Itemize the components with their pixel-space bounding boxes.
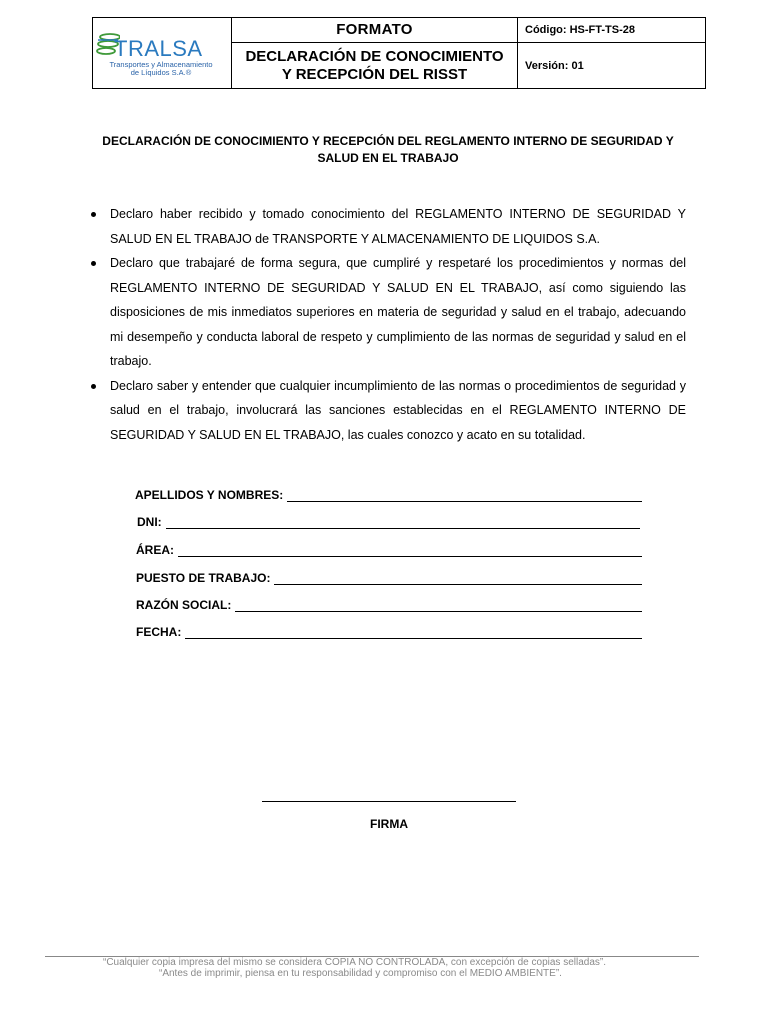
logo-cell	[93, 18, 232, 89]
declaration-item	[90, 202, 686, 251]
area-blank-line[interactable]	[178, 544, 642, 557]
date-field[interactable]	[136, 625, 642, 639]
position-label: PUESTO DE TRABAJO:	[136, 571, 271, 585]
position-blank-line[interactable]	[274, 572, 642, 585]
company-field[interactable]	[136, 598, 642, 612]
signature-line[interactable]	[262, 801, 516, 802]
document-header	[92, 17, 706, 89]
logo-subtitle-line-2: de Líquidos S.A.®	[130, 68, 192, 77]
names-label: APELLIDOS Y NOMBRES:	[135, 488, 284, 502]
declaration-text: Declaro que trabajaré de forma segura, que cumpliré y respetaré los procedimientos y normas del REGLAMENTO INTERNO DE SEGURIDAD Y SALUD EN EL TRABAJO, así como siguiendo las disposiciones de mis inmediatos superiores en materia de seguridad y salud en el trabajo, adecuando mi desempeño y conducta laboral de respeto y cumplimiento de las normas de seguridad y salud en el trabajo.	[110, 256, 686, 368]
document-code: Código: HS-FT-TS-28	[525, 24, 635, 36]
document-title	[100, 133, 676, 167]
declaration-text: Declaro haber recibido y tomado conocimiento del REGLAMENTO INTERNO DE SEGURIDAD Y SALUD EN EL TRABAJO de TRANSPORTE Y ALMACENAMIENTO DE LIQUIDOS S.A.	[110, 207, 686, 246]
declaration-list	[90, 202, 686, 447]
dni-blank-line[interactable]	[166, 516, 640, 529]
company-logo	[93, 18, 231, 88]
logo-name: TRALSA	[114, 36, 203, 61]
logo-subtitle-line-1: Transportes y Almacenamiento	[109, 60, 213, 69]
logo-subtitle	[97, 61, 225, 77]
company-label: RAZÓN SOCIAL:	[136, 598, 232, 612]
dni-label: DNI:	[137, 515, 162, 529]
format-label-cell	[232, 18, 518, 43]
names-blank-line[interactable]	[287, 489, 642, 502]
area-field[interactable]	[136, 543, 642, 557]
document-title-line-1: DECLARACIÓN DE CONOCIMIENTO Y RECEPCIÓN DEL REGLAMENTO INTERNO DE SEGURIDAD Y	[102, 134, 674, 148]
declaration-item	[90, 374, 686, 448]
code-cell	[518, 18, 706, 43]
version-cell	[518, 43, 706, 89]
footer-note-2: “Antes de imprimir, piensa en tu responsabilidad y compromiso con el MEDIO AMBIENTE”.	[159, 968, 562, 979]
bullet-icon	[91, 384, 96, 389]
document-version: Versión: 01	[525, 59, 584, 72]
header-title-line-2: Y RECEPCIÓN DEL RISST	[281, 65, 468, 83]
format-label: FORMATO	[336, 21, 413, 38]
declaration-text: Declaro saber y entender que cualquier incumplimiento de las normas o procedimientos de seguridad y salud en el trabajo, involucrará las sanciones establecidas en el REGLAMENTO INTERNO DE SEGURIDAD Y SALUD EN EL TRABAJO, las cuales conozco y acato en su totalidad.	[110, 378, 686, 442]
document-title-line-2: SALUD EN EL TRABAJO	[317, 151, 459, 165]
names-field[interactable]	[135, 488, 642, 502]
title-cell	[232, 43, 518, 89]
date-blank-line[interactable]	[185, 626, 642, 639]
footer-note-1: “Cualquier copia impresa del mismo se considera COPIA NO CONTROLADA, con excepción de copias selladas”.	[103, 957, 606, 968]
dni-field[interactable]	[137, 515, 640, 529]
signature-label: FIRMA	[370, 817, 408, 831]
declaration-item	[90, 251, 686, 374]
company-blank-line[interactable]	[235, 599, 642, 612]
position-field[interactable]	[136, 571, 642, 585]
bullet-icon	[91, 212, 96, 217]
area-label: ÁREA:	[136, 543, 174, 557]
date-label: FECHA:	[136, 625, 182, 639]
header-title-line-1: DECLARACIÓN DE CONOCIMIENTO	[245, 47, 504, 65]
bullet-icon	[91, 261, 96, 266]
